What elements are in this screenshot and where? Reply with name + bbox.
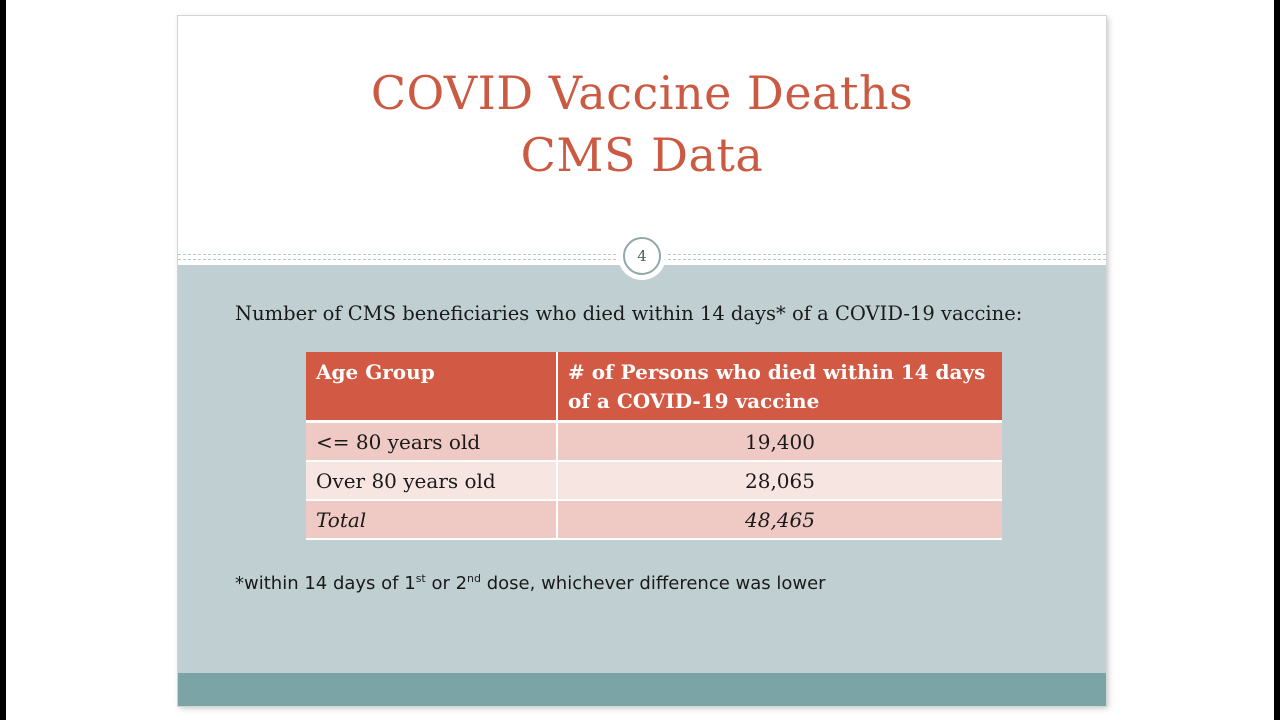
slide-number-badge: [618, 232, 666, 280]
slide-title-line-1: COVID Vaccine Deaths: [370, 66, 914, 120]
footnote-sup-second: nd: [467, 572, 482, 585]
table-header-row: [306, 352, 1002, 422]
deaths-table: [306, 352, 1002, 540]
slide-number: 4: [623, 237, 661, 275]
footnote-middle: or 2: [425, 573, 468, 594]
table-row-total: [306, 500, 1002, 539]
header-age-group: Age Group: [306, 352, 557, 422]
table-row: [306, 422, 1002, 462]
footnote-prefix: *within 14 days of 1: [235, 573, 416, 594]
count-cell: 19,400: [557, 422, 1002, 462]
intro-text: Number of CMS beneficiaries who died within 14 days* of a COVID-19 vaccine:: [235, 302, 1023, 325]
count-cell: 28,065: [557, 461, 1002, 500]
footnote-sup-first: st: [415, 572, 426, 585]
slide-title-area: [178, 16, 1106, 256]
header-persons-died: # of Persons who died within 14 days of a COVID-19 vaccine: [557, 352, 1002, 422]
age-group-cell: Over 80 years old: [306, 461, 557, 500]
footnote-suffix: dose, whichever difference was lower: [481, 573, 826, 594]
age-group-cell: Total: [306, 500, 557, 539]
slide-footer-bar: [178, 673, 1106, 706]
letterbox-right: [1274, 0, 1280, 720]
letterbox-left: [0, 0, 6, 720]
slide-title: [178, 62, 1106, 186]
slide-title-line-2: CMS Data: [520, 128, 764, 182]
presentation-slide: [178, 16, 1106, 706]
footnote: [235, 572, 1035, 594]
age-group-cell: <= 80 years old: [306, 422, 557, 462]
count-cell: 48,465: [557, 500, 1002, 539]
table-row: [306, 461, 1002, 500]
